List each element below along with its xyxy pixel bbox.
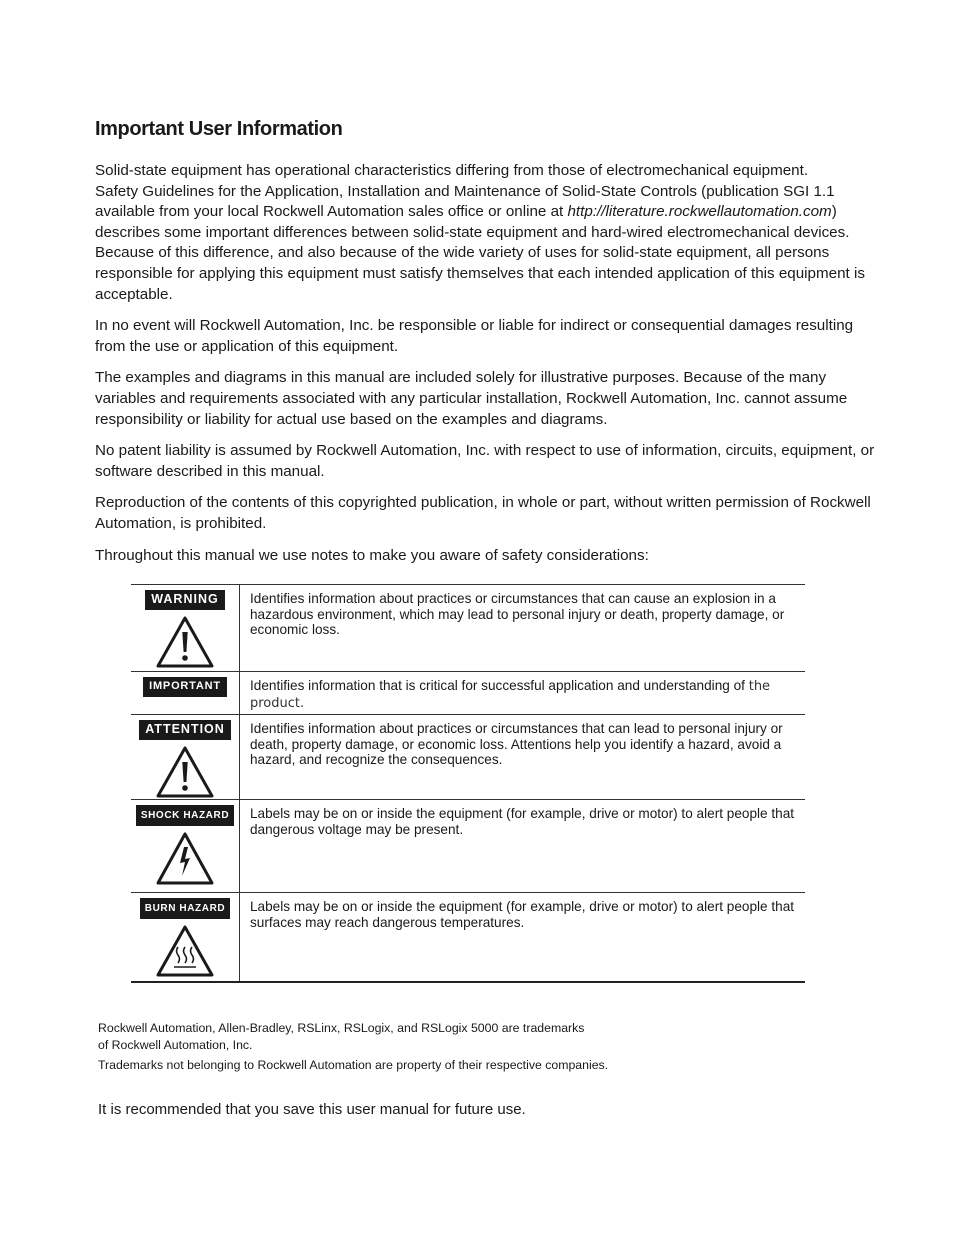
literature-url-link[interactable]: http://literature.rockwellautomation.com: [567, 203, 832, 221]
lightning-bolt-icon: [156, 832, 214, 886]
note-description: Labels may be on or inside the equipment (for example, drive or motor) to alert people that surfaces may reach dangerous temperatures.: [250, 899, 795, 930]
note-row-attention: [131, 715, 805, 800]
note-description: Identifies information about practices or circumstances that can lead to personal injury or death, property damage, or economic loss. Attentions help you identify a hazard, avoid a hazard, and recognize the consequences.: [250, 721, 783, 768]
page-title: Important User Information: [95, 118, 343, 140]
paragraph-reproduction: Reproduction of the contents of this copyrighted publication, in whole or part, without written permission of Rockwell Automation, is prohibited.: [95, 494, 871, 532]
burn-hazard-badge: BURN HAZARD: [140, 898, 230, 919]
note-row-burn-hazard: [131, 893, 805, 981]
paragraph-liability: In no event will Rockwell Automation, Inc. be responsible or liable for indirect or consequential damages resulting from the use or application of this equipment.: [95, 317, 854, 355]
note-label-cell: [131, 715, 240, 799]
note-text: the product.: [250, 679, 771, 711]
paragraph-patent: No patent liability is assumed by Rockwell Automation, Inc. with respect to use of information, circuits, equipment, or software described in this manual.: [95, 442, 875, 480]
trademark-line: Trademarks not belonging to Rockwell Automation are property of their respective companies.: [98, 1058, 609, 1072]
warning-badge: WARNING: [145, 590, 224, 610]
note-description: [240, 672, 805, 714]
paragraph-text: Safety Guidelines for the Application, Installation and Maintenance of Solid-State Controls (publication SGI 1.1 available from your local Rockwell Automation sales office or online at: [95, 182, 835, 221]
paragraph-line: Solid-state equipment has operational characteristics differing from those of electromechanical equipment.: [95, 162, 809, 179]
note-row-shock-hazard: [131, 800, 805, 893]
paragraph-notes-intro: Throughout this manual we use notes to make you aware of safety considerations:: [95, 546, 649, 564]
note-row-important: [131, 672, 805, 715]
trademark-line: [98, 1020, 718, 1054]
save-manual-note: It is recommended that you save this user manual for future use.: [98, 1101, 526, 1118]
note-label-cell: [131, 585, 240, 671]
paragraph-examples: The examples and diagrams in this manual are included solely for illustrative purposes. Because of the many variables and requirements associated with any particular installation, Rockwell Automation, Inc. cannot assume responsibility or liability for actual use based on the examples and diagrams.: [95, 369, 848, 428]
paragraph-solid-state: [95, 161, 865, 305]
trademark-notice: [98, 1020, 718, 1077]
note-description: Identifies information about practices or circumstances that can cause an explosion in a hazardous environment, which may lead to personal injury or death, property damage, or economic loss.: [250, 591, 785, 638]
note-description: Labels may be on or inside the equipment (for example, drive or motor) to alert people that dangerous voltage may be present.: [250, 806, 795, 837]
paragraph-text: ) describes some important differences between solid-state equipment and hard-wired electromechanical devices. Because of this difference, and also because of the wide variety of uses for solid-state equipment, all persons responsible for applying this equipment must satisfy themselves that each intended application of this equipment is acceptable.: [95, 203, 865, 303]
note-label-cell: [131, 672, 240, 714]
important-badge: IMPORTANT: [143, 677, 227, 697]
trademark-text: Rockwell Automation, Allen-Bradley, RSLinx, RSLogix, and RSLogix 5000 are trademarks: [98, 1021, 585, 1035]
note-label-cell: [131, 800, 240, 892]
intro-text: [95, 161, 875, 577]
safety-notes-table: [131, 584, 805, 983]
trademark-text: of Rockwell Automation, Inc.: [98, 1038, 253, 1052]
note-row-warning: [131, 585, 805, 672]
exclamation-triangle-icon: [156, 746, 214, 798]
note-label-cell: [131, 893, 240, 981]
shock-hazard-badge: SHOCK HAZARD: [136, 805, 234, 826]
attention-badge: ATTENTION: [139, 720, 231, 740]
note-text: Identifies information that is critical for successful application and understanding of: [250, 678, 745, 693]
exclamation-triangle-icon: [156, 616, 214, 668]
heat-waves-icon: [156, 925, 214, 977]
